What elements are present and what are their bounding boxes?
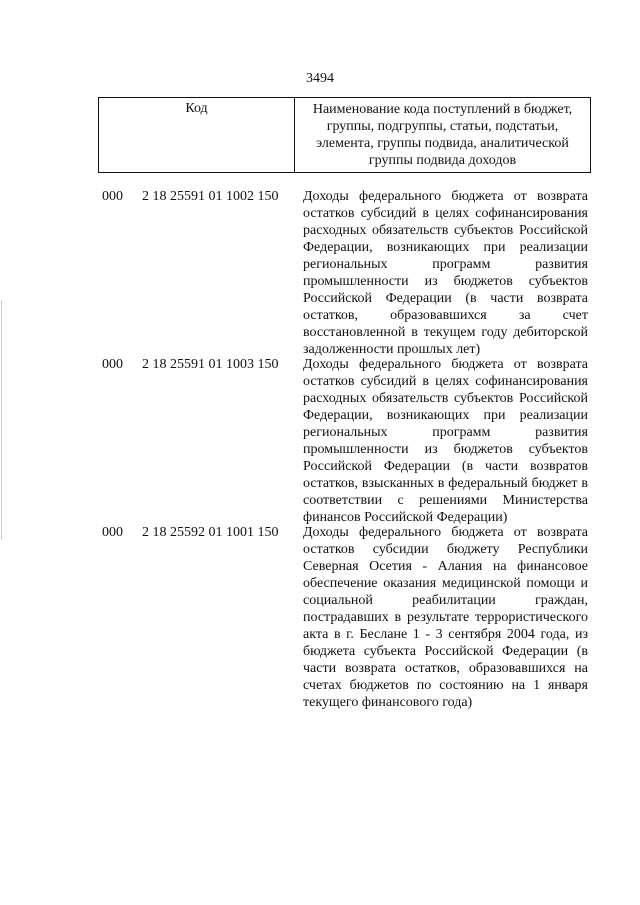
page-number: 3494 bbox=[306, 71, 334, 86]
table-header bbox=[98, 97, 591, 173]
revenue-description: Доходы федерального бюджета от возврата остатков субсидий в целях софинансирования расходных обязательств субъектов Российской Федерации, возникающих при реализации региональных программ развития промышленности из бюджетов субъектов Российской Федерации (в части возвратов остатков, взысканных в федеральный бюджет в соответствии с решениями Министерства финансов Российской Федерации) bbox=[303, 357, 588, 525]
revenue-code: 2 18 25591 01 1003 150 bbox=[142, 357, 279, 372]
revenue-code: 2 18 25592 01 1001 150 bbox=[142, 525, 279, 540]
scan-margin-line bbox=[1, 300, 2, 540]
admin-code: 000 bbox=[102, 189, 123, 204]
admin-code: 000 bbox=[102, 357, 123, 372]
admin-code: 000 bbox=[102, 525, 123, 540]
revenue-description: Доходы федерального бюджета от возврата остатков субсидий в целях софинансирования расходных обязательств субъектов Российской Федерации, возникающих при реализации региональных программ развития промышленности из бюджетов субъектов Российской Федерации (в части возврата остатков, образовавшихся за счет восстановленной в текущем году дебиторской задолженности прошлых лет) bbox=[303, 189, 588, 357]
revenue-description: Доходы федерального бюджета от возврата остатков субсидии бюджету Республики Северная Осетия - Алания на финансовое обеспечение оказания медицинской помощи и социальной реабилитации граждан, пострадавших в результате террористического акта в г. Беслане 1 - 3 сентября 2004 года, из бюджета субъекта Российской Федерации (в части возврата остатков, образовавшихся на счетах бюджетов по состоянию на 1 января текущего финансового года) bbox=[303, 525, 588, 710]
revenue-code: 2 18 25591 01 1002 150 bbox=[142, 189, 279, 204]
header-name-column: Наименование кода поступлений в бюджет, группы, подгруппы, статьи, подстатьи, элемента, группы подвида, аналитической группы подвида доходов bbox=[312, 102, 573, 168]
header-code-column: Код bbox=[99, 98, 295, 172]
